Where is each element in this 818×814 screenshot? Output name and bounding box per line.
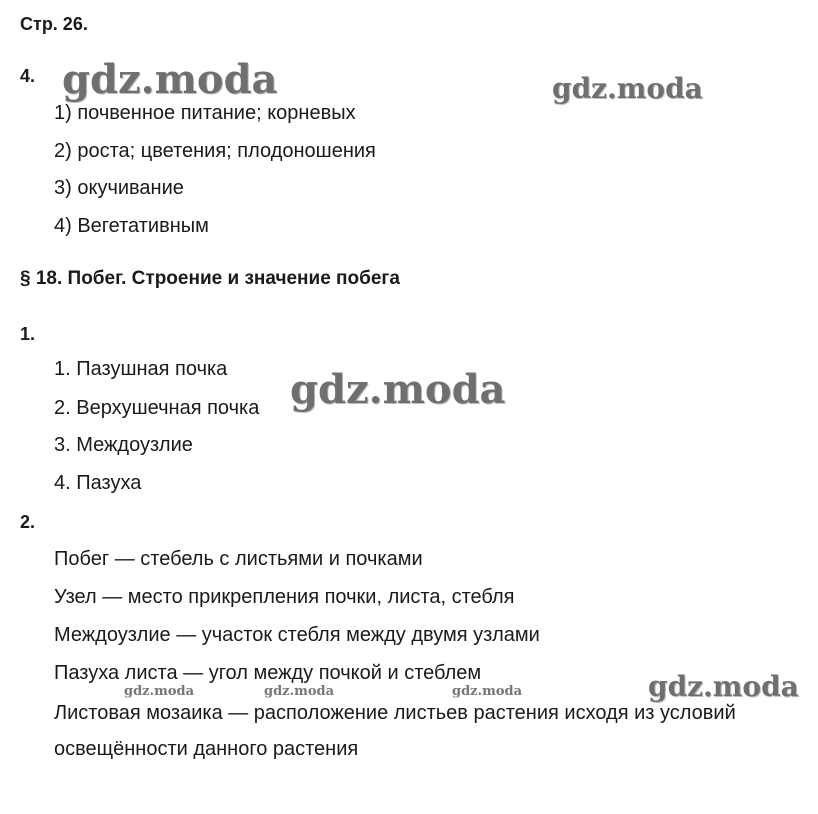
task-1-item-1: 1. Пазушная почка bbox=[54, 358, 228, 380]
task-4-item-4: 4) Вегетативным bbox=[54, 215, 209, 237]
watermark: gdz.moda bbox=[62, 56, 278, 103]
task-4-item-1: 1) почвенное питание; корневых bbox=[54, 102, 356, 124]
task-2-item-2: Узел — место прикрепления почки, листа, стебля bbox=[54, 586, 515, 608]
task-1-item-2: 2. Верхушечная почка bbox=[54, 397, 260, 419]
task-1-item-4: 4. Пазуха bbox=[54, 472, 142, 494]
task-1-item-3: 3. Междоузлие bbox=[54, 434, 193, 456]
section-title: § 18. Побег. Строение и значение побега bbox=[20, 268, 400, 289]
task-1-number: 1. bbox=[20, 324, 36, 344]
task-2-item-5: Листовая мозаика — расположение листьев растения исходя из условий bbox=[54, 702, 736, 724]
watermark: gdz.moda bbox=[290, 366, 506, 413]
task-2-item-1: Побег — стебель с листьями и почками bbox=[54, 548, 423, 570]
watermark: gdz.moda bbox=[648, 670, 799, 703]
task-4-item-3: 3) окучивание bbox=[54, 177, 184, 199]
watermark: gdz.moda bbox=[452, 684, 523, 699]
page-header: Стр. 26. bbox=[20, 14, 88, 34]
watermark: gdz.moda bbox=[552, 72, 703, 105]
watermark: gdz.moda bbox=[124, 684, 195, 699]
task-2-item-4: Пазуха листа — угол между почкой и стеблем bbox=[54, 662, 482, 684]
task-2-item-3: Междоузлие — участок стебля между двумя узлами bbox=[54, 624, 540, 646]
watermark: gdz.moda bbox=[264, 684, 335, 699]
task-2-item-6: освещённости данного растения bbox=[54, 738, 359, 760]
task-4-number: 4. bbox=[20, 66, 36, 86]
task-2-number: 2. bbox=[20, 512, 36, 532]
task-4-item-2: 2) роста; цветения; плодоношения bbox=[54, 140, 376, 162]
